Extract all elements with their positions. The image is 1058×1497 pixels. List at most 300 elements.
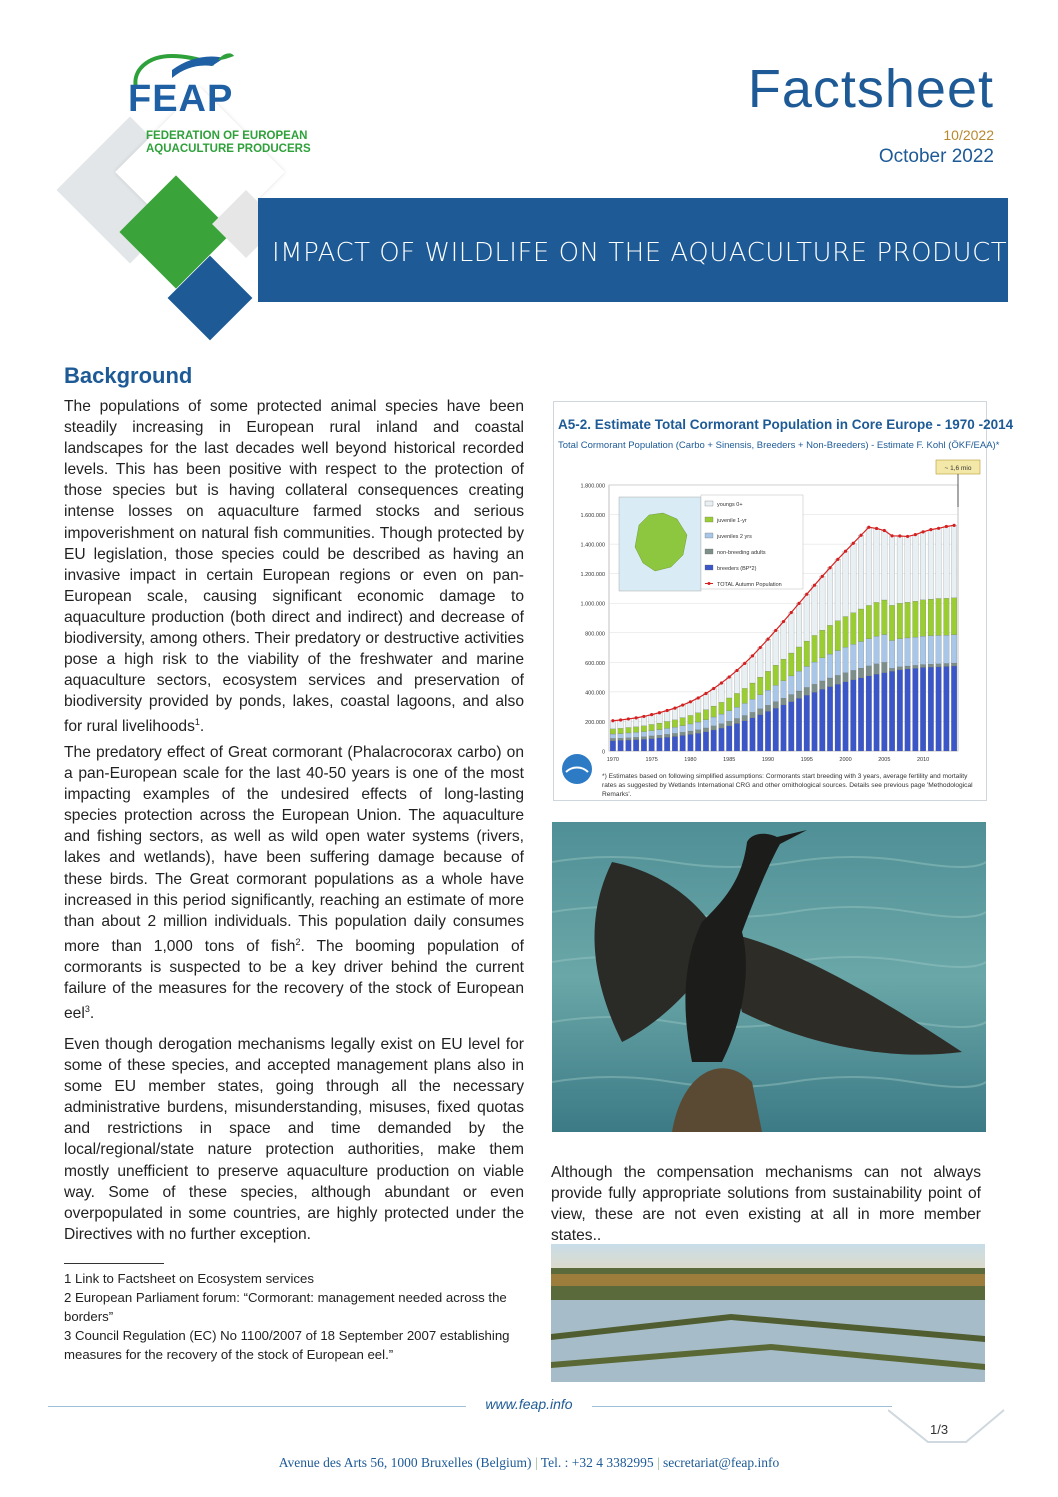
bar-segment: [944, 598, 950, 635]
bar-segment: [812, 692, 818, 751]
bar-segment: [695, 698, 701, 713]
total-point: [642, 715, 645, 718]
total-point: [875, 527, 878, 530]
bar-segment: [734, 724, 740, 751]
total-point: [627, 717, 630, 720]
bar-segment: [626, 728, 632, 733]
wetlands-logo-icon: [560, 752, 594, 794]
bar-segment: [672, 720, 678, 727]
bar-segment: [765, 711, 771, 751]
bar-segment: [882, 531, 888, 600]
bar-segment: [835, 684, 841, 751]
bar-segment: [680, 735, 686, 751]
bar-segment: [819, 576, 825, 630]
bar-segment: [757, 677, 763, 695]
footer-email-link[interactable]: secretariat@feap.info: [663, 1455, 780, 1470]
bar-segment: [649, 739, 655, 751]
bar-segment: [695, 713, 701, 722]
bar-segment: [835, 559, 841, 620]
bar-segment: [897, 639, 903, 667]
bar-segment: [626, 733, 632, 738]
bar-segment: [920, 665, 926, 668]
bar-segment: [819, 658, 825, 681]
bar-segment: [657, 738, 663, 751]
bar-segment: [750, 718, 756, 751]
bar-segment: [796, 647, 802, 671]
factsheet-title: Factsheet: [747, 59, 994, 119]
total-point: [681, 703, 684, 706]
total-point: [898, 534, 901, 537]
bar-segment: [703, 732, 709, 751]
bar-segment: [757, 709, 763, 715]
bar-segment: [889, 536, 895, 605]
bar-segment: [944, 527, 950, 599]
bar-segment: [936, 528, 942, 598]
bar-segment: [726, 698, 732, 711]
bar-segment: [913, 665, 919, 668]
bar-segment: [920, 636, 926, 664]
bar-segment: [657, 735, 663, 738]
bar-segment: [773, 708, 779, 751]
y-tick-label: 400.000: [585, 690, 605, 697]
total-point: [743, 662, 746, 665]
bar-segment: [688, 715, 694, 724]
bar-segment: [618, 738, 624, 740]
bar-segment: [920, 532, 926, 600]
x-tick-label: 1995: [800, 757, 813, 763]
legend-swatch: [705, 565, 713, 570]
bar-segment: [858, 668, 864, 678]
bar-segment: [897, 536, 903, 603]
bar-segment: [866, 605, 872, 638]
bar-segment: [734, 693, 740, 707]
bar-segment: [781, 681, 787, 698]
bar-segment: [734, 718, 740, 723]
bar-segment: [874, 636, 880, 663]
chart-title: A5-2. Estimate Total Cormorant Population in Core Europe - 1970 -2014: [558, 417, 1014, 432]
y-tick-label: 800.000: [585, 631, 605, 638]
bar-segment: [773, 665, 779, 685]
y-tick-label: 1.000.000: [580, 601, 605, 608]
bar-segment: [889, 671, 895, 751]
bar-segment: [742, 716, 748, 721]
bar-segment: [819, 681, 825, 689]
bar-segment: [742, 721, 748, 751]
bar-segment: [827, 678, 833, 687]
y-tick-label: 1.200.000: [580, 572, 605, 579]
bar-segment: [882, 662, 888, 672]
bar-segment: [742, 663, 748, 688]
legend-label: breeders (BP*2): [717, 566, 757, 572]
total-point: [821, 575, 824, 578]
bar-segment: [719, 724, 725, 728]
bar-segment: [804, 594, 810, 641]
bar-segment: [804, 666, 810, 687]
bar-segment: [750, 656, 756, 683]
bar-segment: [866, 666, 872, 676]
bar-segment: [672, 737, 678, 751]
factsheet-number: 10/2022: [943, 127, 994, 143]
bar-segment: [688, 702, 694, 716]
bar-segment: [819, 630, 825, 658]
legend-label: TOTAL Autumn Population: [717, 582, 782, 588]
bar-segment: [680, 718, 686, 726]
bar-segment: [688, 734, 694, 751]
total-point: [751, 654, 754, 657]
total-point: [836, 558, 839, 561]
bar-segment: [819, 689, 825, 751]
bar-segment: [781, 705, 787, 751]
x-tick-label: 1985: [723, 757, 736, 763]
bar-segment: [843, 617, 849, 648]
bar-segment: [889, 668, 895, 671]
total-point: [859, 534, 862, 537]
bar-segment: [796, 603, 802, 647]
y-tick-label: 200.000: [585, 719, 605, 726]
fish-ponds-photo: [551, 1244, 985, 1382]
total-point: [953, 524, 956, 527]
bar-segment: [618, 740, 624, 751]
bar-segment: [812, 585, 818, 635]
bar-segment: [835, 621, 841, 651]
bar-segment: [788, 653, 794, 676]
bar-segment: [889, 605, 895, 640]
page-number: 1/3: [930, 1422, 949, 1437]
footer-contact: [0, 1455, 1058, 1471]
bar-segment: [936, 598, 942, 635]
bar-segment: [796, 698, 802, 751]
bar-segment: [843, 551, 849, 616]
bar-segment: [858, 678, 864, 751]
legend-box: [701, 495, 803, 589]
bar-segment: [672, 727, 678, 733]
bar-segment: [781, 659, 787, 681]
bar-segment: [757, 648, 763, 678]
bar-segment: [897, 603, 903, 638]
bar-segment: [951, 666, 957, 751]
total-point: [697, 696, 700, 699]
bar-segment: [719, 702, 725, 714]
bar-segment: [773, 685, 779, 701]
page-title: IMPACT OF WILDLIFE ON THE AQUACULTURE PRODUCTION: [272, 238, 1057, 268]
bar-segment: [944, 635, 950, 663]
bar-segment: [866, 527, 872, 605]
bar-segment: [610, 741, 616, 751]
x-tick-label: 1990: [761, 757, 775, 763]
total-point: [735, 669, 738, 672]
bar-segment: [703, 710, 709, 720]
total-point: [867, 526, 870, 529]
bar-segment: [944, 664, 950, 667]
bar-segment: [734, 670, 740, 693]
bar-segment: [719, 714, 725, 724]
bar-segment: [897, 667, 903, 670]
total-point: [658, 711, 661, 714]
bar-segment: [773, 630, 779, 665]
bar-segment: [711, 706, 717, 717]
bar-segment: [750, 712, 756, 718]
bar-segment: [633, 727, 639, 733]
bar-segment: [882, 600, 888, 635]
footnote-3: 3 Council Regulation (EC) No 1100/2007 of 18 September 2007 establishing measures for the recovery of the stock of European eel.”: [64, 1328, 510, 1362]
bar-segment: [874, 664, 880, 674]
bar-segment: [757, 695, 763, 709]
total-point: [852, 542, 855, 545]
y-tick-label: 600.000: [585, 660, 605, 667]
total-point: [844, 550, 847, 553]
bar-segment: [827, 625, 833, 654]
bar-segment: [928, 599, 934, 636]
bar-segment: [851, 543, 857, 612]
bar-segment: [680, 726, 686, 733]
bar-segment: [711, 730, 717, 751]
cormorant-population-chart: [553, 455, 985, 771]
bar-segment: [866, 639, 872, 666]
legend-swatch: [705, 501, 713, 506]
bar-segment: [928, 667, 934, 751]
total-point: [666, 709, 669, 712]
paragraph-2: The predatory effect of Great cormorant (Phalacrocorax carbo) on a pan-European scale for the last 40-50 years is one of the most impacting examples of the undesired effects of long-lasting species protection across the European Union. The aquaculture and fishing sectors, as well as wild open water systems (rivers, lakes and wetlands), have been suffering damage because of these birds. The Great cormorant populations as a whole have increased in this period significantly, reaching an estimate of more than about 2 million individuals. This population daily consumes more than 1,000 tons of fish$^2$. The booming population of cormorants is suspected to be a key driver behind the current failure of the measures for the recovery of the stock of European eel$^3$.: [64, 744, 524, 1023]
footer-rule-right: [592, 1406, 892, 1407]
total-point: [945, 525, 948, 528]
bar-segment: [858, 641, 864, 668]
total-point: [635, 716, 638, 719]
bar-segment: [773, 702, 779, 709]
bar-segment: [788, 702, 794, 751]
total-point: [828, 566, 831, 569]
footnote-2: 2 European Parliament forum: “Cormorant: management needed across the borders”: [64, 1290, 507, 1324]
bar-segment: [804, 641, 810, 666]
total-point: [914, 533, 917, 536]
bar-segment: [920, 600, 926, 636]
bar-segment: [726, 711, 732, 721]
bar-segment: [843, 673, 849, 682]
total-point: [611, 719, 614, 722]
bar-segment: [851, 680, 857, 751]
x-tick-label: 2010: [916, 757, 930, 763]
footer-separator: |: [656, 1455, 660, 1470]
bar-segment: [858, 609, 864, 642]
bar-segment: [866, 676, 872, 751]
bar-segment: [936, 667, 942, 751]
bar-segment: [765, 690, 771, 705]
x-tick-label: 2005: [878, 757, 891, 763]
bar-segment: [812, 635, 818, 662]
bar-segment: [827, 654, 833, 678]
bar-segment: [633, 737, 639, 739]
total-point: [712, 687, 715, 690]
bar-segment: [882, 673, 888, 751]
bar-segment: [874, 674, 880, 751]
legend-swatch: [708, 582, 711, 585]
bar-segment: [726, 721, 732, 726]
bar-segment: [750, 683, 756, 699]
bar-segment: [905, 638, 911, 666]
legend-label: juvenile 1-yr: [717, 518, 747, 524]
bar-segment: [804, 695, 810, 751]
bar-segment: [649, 736, 655, 739]
total-point: [937, 527, 940, 530]
bar-segment: [874, 602, 880, 636]
bar-segment: [618, 734, 624, 739]
bar-segment: [657, 730, 663, 736]
footer-website-link[interactable]: www.feap.info: [485, 1396, 573, 1412]
bar-segment: [664, 728, 670, 734]
x-tick-label: 1975: [645, 757, 658, 763]
bar-segment: [796, 691, 802, 698]
bar-segment: [928, 636, 934, 664]
bar-segment: [633, 732, 639, 737]
bar-segment: [750, 699, 756, 712]
total-point: [720, 681, 723, 684]
bar-segment: [610, 738, 616, 740]
bar-segment: [664, 737, 670, 751]
bar-segment: [804, 687, 810, 695]
bar-segment: [951, 635, 957, 663]
bar-segment: [788, 676, 794, 695]
total-point: [922, 530, 925, 533]
total-point: [689, 700, 692, 703]
bar-segment: [610, 734, 616, 738]
bar-segment: [649, 724, 655, 730]
bar-segment: [695, 722, 701, 730]
bar-segment: [913, 668, 919, 751]
total-point: [759, 646, 762, 649]
bar-segment: [649, 731, 655, 736]
total-point: [704, 692, 707, 695]
bar-segment: [951, 663, 957, 666]
bar-segment: [633, 740, 639, 751]
bar-segment: [757, 715, 763, 751]
total-point: [883, 529, 886, 532]
paragraph-3: Even though derogation mechanisms legally exist on EU level for some of these species, and accepted management plans also in some EU member states, going through all the necessary administrative burdens, misunderstanding, misuses, fixed quotas and restrictions in space and time demanded by the local/regional/state nature protection authorities, make them mostly unefficient to preserve aquaculture production on viable way. Some of these species, although abundant or even overpopulated in some countries, are highly protected under the Directives with no further exception.: [64, 1036, 524, 1243]
y-tick-label: 1.600.000: [580, 513, 605, 520]
bar-segment: [781, 622, 787, 660]
total-point: [929, 528, 932, 531]
bar-segment: [664, 734, 670, 737]
bar-segment: [703, 728, 709, 732]
bar-segment: [897, 670, 903, 751]
right-paragraph: Although the compensation mechanisms can not always provide fully appropriate solutions from sustainability point of view, these are not even existing at all in more member states..: [551, 1164, 981, 1245]
bar-segment: [851, 644, 857, 670]
legend-swatch: [705, 533, 713, 538]
bar-segment: [905, 669, 911, 751]
bar-segment: [765, 671, 771, 690]
bar-segment: [913, 535, 919, 602]
total-point: [774, 629, 777, 632]
paragraph-1: The populations of some protected animal species have been steadily increasing in European rural inland and coastal landscapes for the last decades well beyond historical recorded levels. This has been positive with respect to the protection of those species but is having collateral consequences creating intense losses on aquaculture farmed stocks and serious impoverishment on natural fish communities. Though protected by EU legislation, those species could be described as having an invasive impact in certain European regions or even on pan-European scale, causing significant economic damage to aquaculture production (both direct and indirect) and decrease of biodiversity, among others. Their predatory or destructive activities pose a high risk to the viability of the freshwater and marine aquaculture sectors, ecosystem services and preservation of biodiversity provided by ponds, lakes, coastal lagoons, and also for rural livelihoods$^1$.: [64, 398, 524, 736]
total-point: [650, 713, 653, 716]
footnotes: [64, 1269, 524, 1364]
bar-segment: [711, 688, 717, 706]
bar-segment: [688, 731, 694, 734]
bar-segment: [641, 732, 647, 737]
total-point: [805, 593, 808, 596]
chart-subtitle: Total Cormorant Population (Carbo + Sinensis, Breeders + Non-Breeders) - Estimate F. Kohl (ÖKF/EAA)*: [558, 440, 1000, 451]
bar-segment: [626, 738, 632, 740]
bar-segment: [944, 666, 950, 751]
bar-segment: [742, 703, 748, 715]
total-point: [813, 584, 816, 587]
x-tick-label: 1980: [684, 757, 697, 763]
bar-segment: [827, 687, 833, 751]
bar-segment: [695, 730, 701, 734]
bar-segment: [928, 664, 934, 667]
bar-segment: [951, 598, 957, 635]
bar-segment: [711, 717, 717, 726]
legend-label: youngs 0+: [717, 502, 743, 508]
legend-label: juveniles 2 yrs: [717, 534, 752, 540]
legend-swatch: [705, 517, 713, 522]
total-point: [790, 611, 793, 614]
bar-segment: [889, 640, 895, 668]
y-tick-label: 1.400.000: [580, 542, 605, 549]
bar-segment: [742, 688, 748, 703]
bar-segment: [626, 740, 632, 751]
bar-segment: [913, 601, 919, 637]
bar-segment: [695, 733, 701, 751]
bar-segment: [788, 695, 794, 702]
bar-segment: [788, 613, 794, 653]
bar-segment: [726, 677, 732, 698]
chart-note: *) Estimates based on following simplified assumptions: Cormorants start breeding with 3 years, average fertility and mortality rates as suggested by Wetlands International CRG and other ornithological sources. Details see previous page 'Methodological Remarks'.: [602, 773, 973, 798]
legend-swatch: [705, 549, 713, 554]
cormorant-photo: [552, 822, 986, 1132]
bar-segment: [936, 664, 942, 667]
bar-segment: [827, 568, 833, 625]
x-tick-label: 2000: [839, 757, 852, 763]
bar-segment: [858, 535, 864, 609]
total-point: [906, 535, 909, 538]
bar-segment: [726, 726, 732, 751]
section-heading: Background: [64, 363, 193, 388]
bar-segment: [851, 670, 857, 679]
bar-segment: [711, 726, 717, 730]
total-point: [782, 620, 785, 623]
bar-segment: [843, 682, 849, 751]
callout-label: ~ 1,6 mio: [944, 465, 972, 472]
bar-segment: [703, 694, 709, 710]
total-point: [766, 638, 769, 641]
legend-label: non-breeding adults: [717, 550, 766, 556]
bar-segment: [641, 737, 647, 740]
bar-segment: [703, 720, 709, 728]
bar-segment: [936, 635, 942, 663]
bar-segment: [905, 666, 911, 669]
bar-segment: [851, 613, 857, 645]
bar-segment: [835, 675, 841, 684]
bar-segment: [835, 651, 841, 676]
bar-segment: [781, 698, 787, 705]
x-tick-label: 1970: [606, 757, 620, 763]
footnote-divider: [64, 1263, 164, 1264]
bar-segment: [719, 683, 725, 702]
bar-segment: [905, 536, 911, 602]
bar-segment: [843, 647, 849, 672]
bar-segment: [672, 708, 678, 720]
bar-segment: [719, 728, 725, 751]
bar-segment: [928, 530, 934, 599]
bar-segment: [812, 684, 818, 692]
bar-segment: [664, 721, 670, 728]
footer-address: Avenue des Arts 56, 1000 Bruxelles (Belgium): [278, 1455, 532, 1470]
bar-segment: [680, 732, 686, 735]
bar-segment: [672, 733, 678, 736]
bar-segment: [796, 671, 802, 691]
org-name: FEDERATION OF EUROPEAN AQUACULTURE PRODUCERS: [146, 130, 311, 155]
total-point: [890, 534, 893, 537]
footnote-1[interactable]: 1 Link to Factsheet on Ecosystem services: [64, 1271, 314, 1286]
